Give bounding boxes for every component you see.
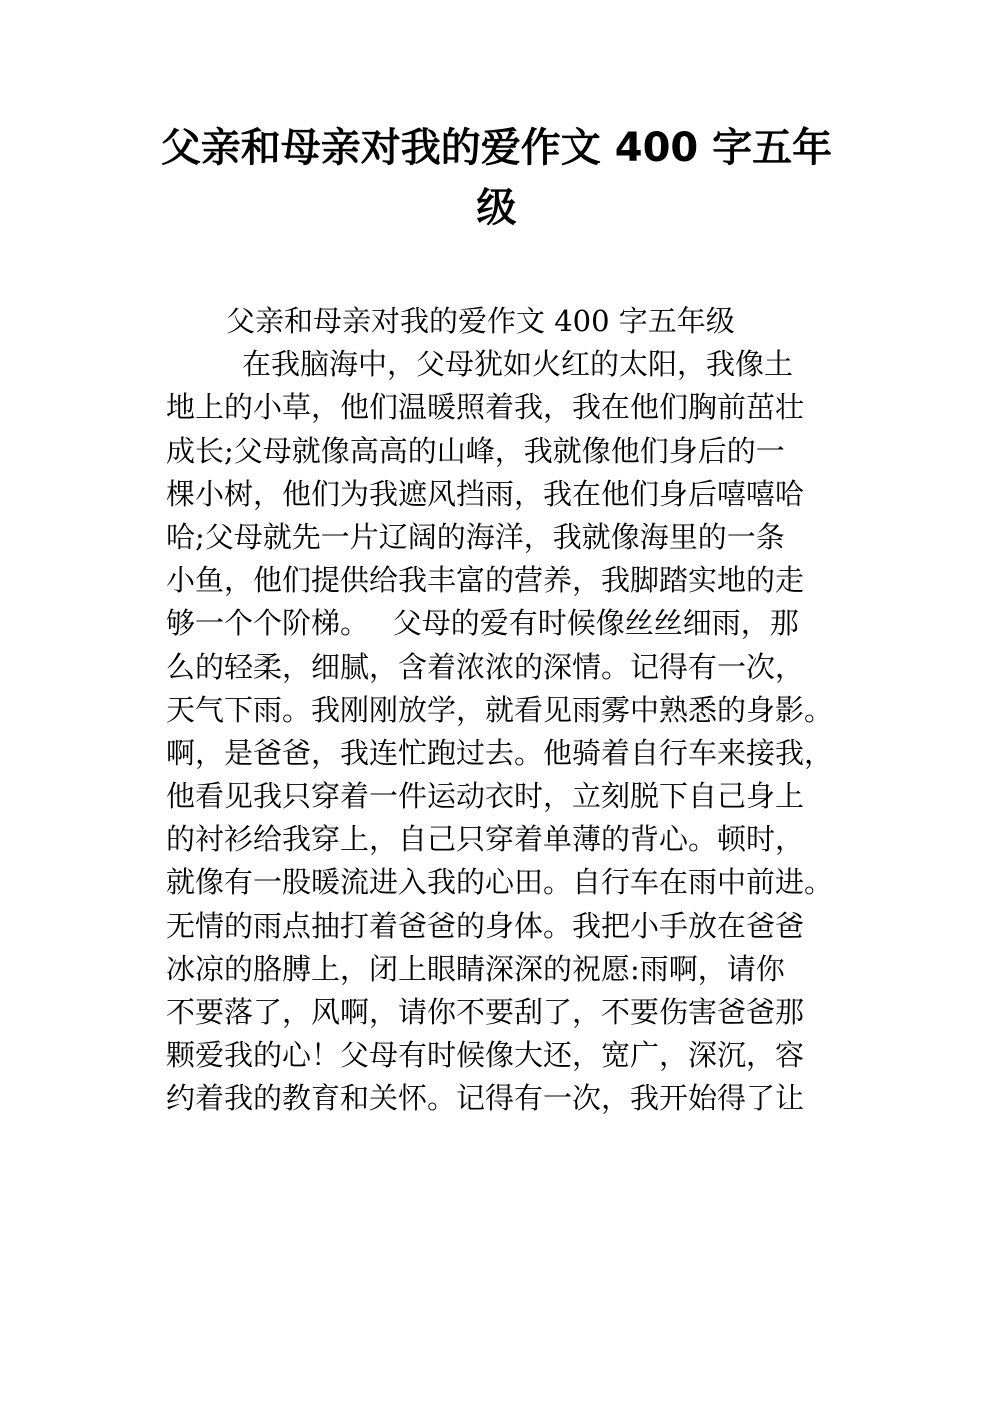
body-line: 地上的小草，他们温暖照着我，我在他们胸前茁壮 <box>166 390 805 425</box>
title-line-1: 父亲和母亲对我的爱作文 400 字五年 <box>160 125 833 171</box>
body-line: 天气下雨。我刚刚放学，就看见雨雾中熟悉的身影。 <box>166 692 834 727</box>
body-line: 无情的雨点抽打着爸爸的身体。我把小手放在爸爸 <box>166 908 805 943</box>
body-line: 哈;父母就先一片辽阔的海洋，我就像海里的一条 <box>166 519 785 554</box>
body-line: 成长;父母就像高高的山峰，我就像他们身后的一 <box>166 433 785 468</box>
body-line: 么的轻柔，细腻，含着浓浓的深情。记得有一次， <box>166 649 805 684</box>
body-line: 在我脑海中，父母犹如火红的太阳，我像土 <box>242 347 794 382</box>
page-title <box>160 118 833 238</box>
body-line: 他看见我只穿着一件运动衣时，立刻脱下自己身上 <box>166 779 805 814</box>
body-line: 颗爱我的心！父母有时候像大还，宽广，深沉，容 <box>166 1038 805 1073</box>
body-line: 的衬衫给我穿上，自己只穿着单薄的背心。顿时， <box>166 822 805 857</box>
essay-body <box>166 300 866 1121</box>
body-line: 冰凉的胳膊上，闭上眼睛深深的祝愿:雨啊，请你 <box>166 951 785 986</box>
body-line: 棵小树，他们为我遮风挡雨，我在他们身后嘻嘻哈 <box>166 476 805 511</box>
body-line: 不要落了，风啊，请你不要刮了，不要伤害爸爸那 <box>166 995 805 1029</box>
body-line: 就像有一股暖流进入我的心田。自行车在雨中前进。 <box>166 865 834 900</box>
title-line-2: 级 <box>476 185 517 231</box>
body-line: 啊，是爸爸，我连忙跑过去。他骑着自行车来接我， <box>166 735 834 770</box>
body-line: 小鱼，他们提供给我丰富的营养，我脚踏实地的走 <box>166 563 805 598</box>
essay-subtitle: 父亲和母亲对我的爱作文 400 字五年级 <box>226 304 735 338</box>
body-line: 够一个个阶梯。 父母的爱有时候像丝丝细雨，那 <box>166 606 799 641</box>
body-line: 约着我的教育和关怀。记得有一次，我开始得了让 <box>166 1081 805 1116</box>
